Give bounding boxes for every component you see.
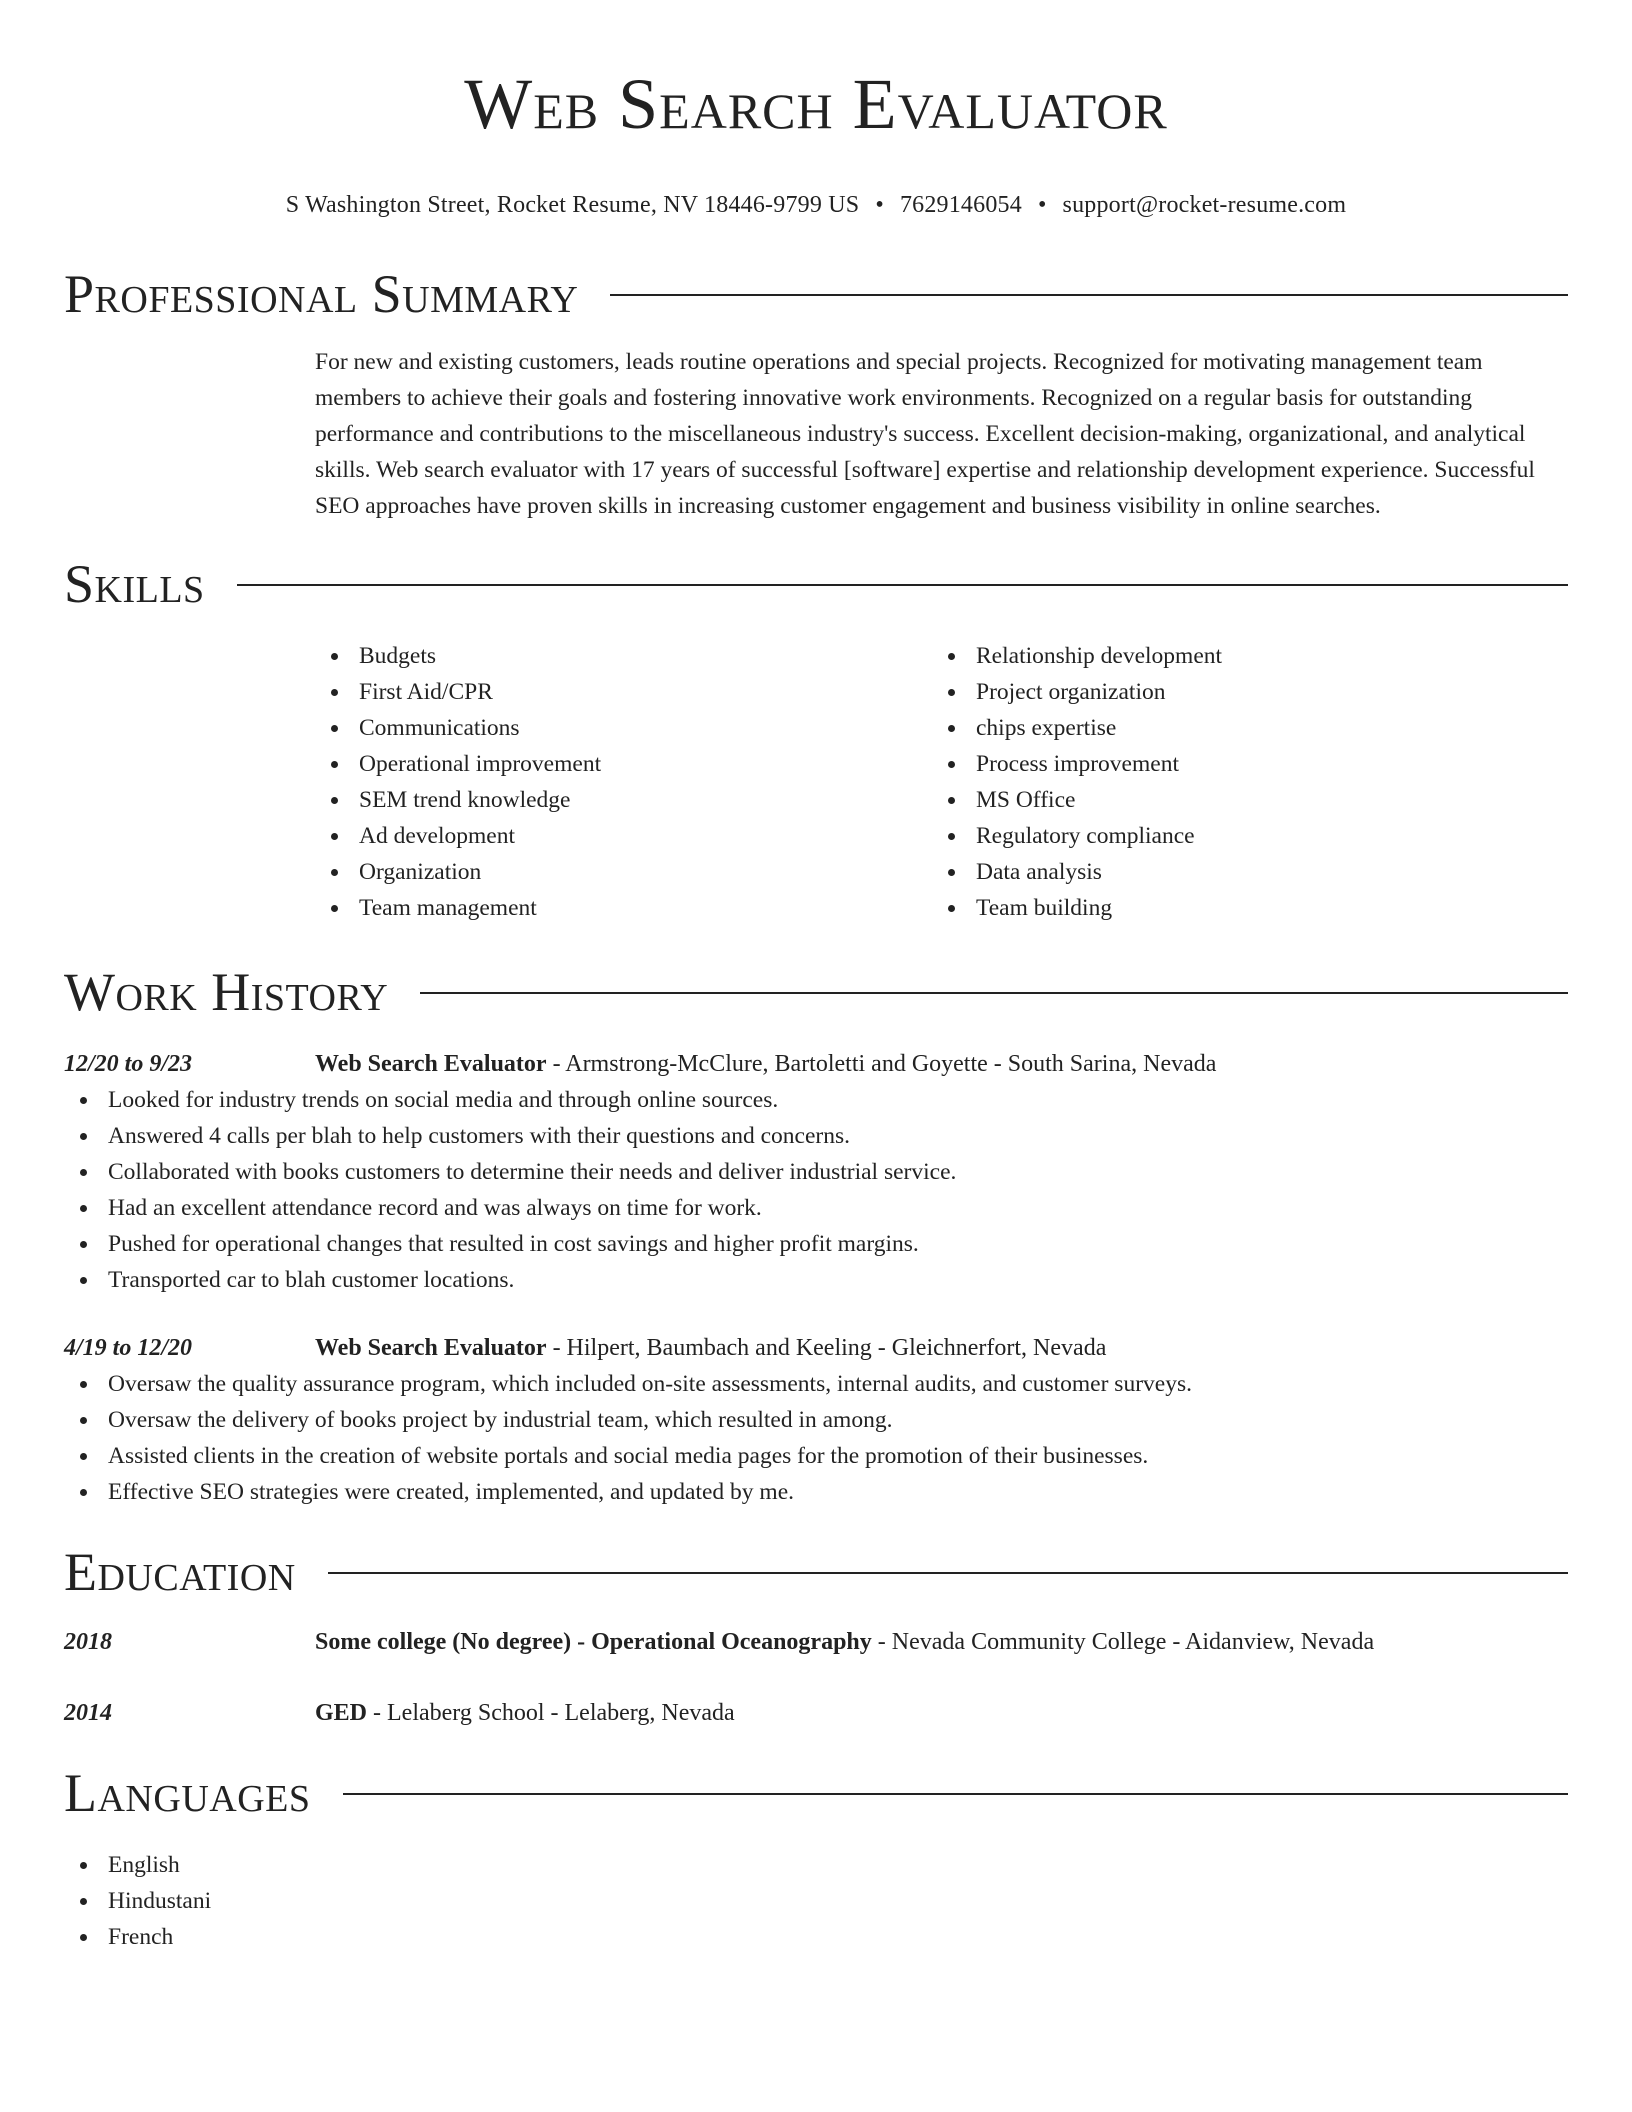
resume-page [64,0,1568,1955]
job-entry [64,1330,1568,1510]
job-title-line [315,1330,1568,1366]
education-section [64,1540,1568,1731]
education-degree: GED [315,1700,368,1726]
languages-section [64,1761,1568,1955]
job-bullet: Assisted clients in the creation of website portals and social media pages for the promotion of their businesses. [64,1438,1568,1474]
language-item: Hindustani [64,1883,1568,1919]
skill-item: Budgets [315,638,932,674]
language-item: French [64,1919,1568,1955]
education-school: - Lelaberg School - Lelaberg, Nevada [367,1700,735,1726]
job-role: Web Search Evaluator [315,1335,547,1361]
job-entry [64,1046,1568,1298]
job-title-line [315,1046,1568,1082]
skill-item: Communications [315,710,932,746]
work-history-heading [64,960,1568,1024]
education-line [315,1624,1568,1660]
skill-item: Ad development [315,818,932,854]
skill-item: SEM trend knowledge [315,782,932,818]
skill-item: Regulatory compliance [932,818,1549,854]
education-entry [64,1695,1568,1731]
skills-list-left [315,638,932,926]
skills-grid [315,638,1568,926]
summary-text: For new and existing customers, leads routine operations and special projects. Recognized for motivating management team members to achieve their goals and fostering innovative work environments. Recognized on a regular basis for outstanding performance and contributions to the miscellaneous industry's success. Excellent decision-making, organizational, and analytical skills. Web search evaluator with 17 years of successful [software] expertise and relationship development experience. Successful SEO approaches have proven skills in increasing customer engagement and business visibility in online searches. [315,349,1535,519]
job-bullet: Had an excellent attendance record and was always on time for work. [64,1190,1568,1226]
skill-item: First Aid/CPR [315,674,932,710]
job-dates: 4/19 to 12/20 [64,1335,193,1361]
language-item: English [64,1847,1568,1883]
job-dates: 12/20 to 9/23 [64,1051,193,1077]
contact-separator: • [1037,192,1047,218]
job-employer: - Armstrong-McClure, Bartoletti and Goyette - South Sarina, Nevada [546,1051,1217,1077]
skill-item: chips expertise [932,710,1549,746]
job-bullet: Oversaw the quality assurance program, which included on-site assessments, internal audits, and customer surveys. [64,1366,1568,1402]
section-divider [420,992,1568,994]
section-divider [237,584,1568,586]
skill-item: Team building [932,890,1549,926]
education-heading [64,1540,1568,1604]
contact-line [64,190,1568,220]
job-employer: - Hilpert, Baumbach and Keeling - Gleichnerfort, Nevada [546,1335,1107,1361]
skills-section [64,552,1568,926]
skill-item: Team management [315,890,932,926]
job-bullet: Looked for industry trends on social media and through online sources. [64,1082,1568,1118]
candidate-name: Web Search Evaluator [464,64,1168,144]
education-school: - Nevada Community College - Aidanview, Nevada [871,1629,1375,1655]
skill-item: Operational improvement [315,746,932,782]
skill-item: Process improvement [932,746,1549,782]
job-role: Web Search Evaluator [315,1051,547,1077]
job-header [64,1046,1568,1082]
contact-email: support@rocket-resume.com [1062,192,1347,218]
job-header [64,1330,1568,1366]
education-entry [64,1624,1568,1660]
skill-item: Project organization [932,674,1549,710]
summary-title: Professional Summary [64,264,579,324]
languages-list [64,1847,1568,1955]
contact-separator: • [875,192,884,218]
job-bullet: Pushed for operational changes that resulted in cost savings and higher profit margins. [64,1226,1568,1262]
job-bullets [64,1082,1568,1298]
summary-section [64,262,1568,524]
skill-item: Data analysis [932,854,1549,890]
work-history-section [64,960,1568,1510]
skills-column-left [315,638,932,926]
job-bullets [64,1366,1568,1510]
section-divider [343,1793,1569,1795]
job-bullet: Collaborated with books customers to determine their needs and deliver industrial service. [64,1154,1568,1190]
job-bullet: Oversaw the delivery of books project by industrial team, which resulted in among. [64,1402,1568,1438]
skill-item: Organization [315,854,932,890]
skills-column-right [932,638,1549,926]
education-line [315,1695,1568,1731]
skills-list-right [932,638,1549,926]
job-bullet: Answered 4 calls per blah to help customers with their questions and concerns. [64,1118,1568,1154]
education-year: 2018 [64,1629,112,1655]
languages-title: Languages [64,1763,311,1823]
summary-heading [64,262,1568,326]
skill-item: MS Office [932,782,1549,818]
section-divider [328,1572,1568,1574]
work-history-title: Work History [64,962,389,1022]
languages-heading [64,1761,1568,1825]
skills-heading [64,552,1568,616]
education-year: 2014 [64,1700,112,1726]
contact-phone: 7629146054 [899,192,1022,218]
job-bullet: Effective SEO strategies were created, implemented, and updated by me. [64,1474,1568,1510]
education-degree: Some college (No degree) - Operational Oceanography [315,1629,872,1655]
section-divider [610,294,1568,296]
education-title: Education [64,1542,296,1602]
job-bullet: Transported car to blah customer locations. [64,1262,1568,1298]
skills-title: Skills [64,554,205,614]
skill-item: Relationship development [932,638,1549,674]
contact-address: S Washington Street, Rocket Resume, NV 18446-9799 US [285,192,860,218]
